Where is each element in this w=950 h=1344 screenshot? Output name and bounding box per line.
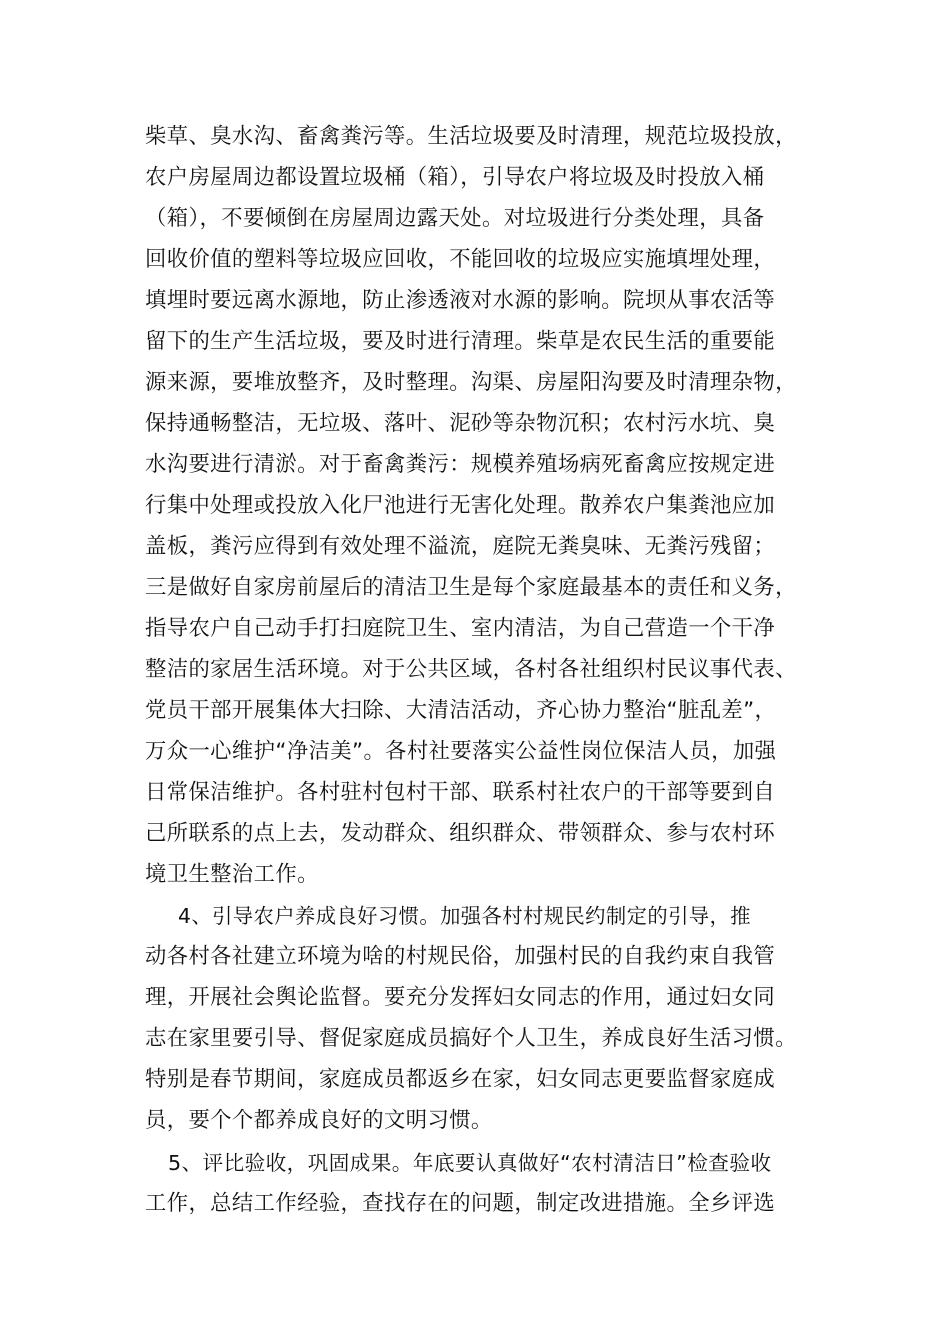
text-line: 动各村各社建立环境为啥的村规民俗，加强村民的自我约束自我管 — [145, 944, 776, 969]
text-line: 特别是春节期间，家庭成员都返乡在家，妇女同志更要监督家庭成 — [145, 1067, 776, 1092]
text-line: 留下的生产生活垃圾，要及时进行清理。柴草是农民生活的重要能 — [145, 329, 776, 354]
text-line: 盖板，粪污应得到有效处理不溢流，庭院无粪臭味、无粪污残留； — [145, 534, 776, 559]
text-line: 整洁的家居生活环境。对于公共区域，各村各社组织村民议事代表、 — [145, 657, 797, 682]
text-line: 党员干部开展集体大扫除、大清洁活动，齐心协力整治“脏乱差”， — [145, 698, 777, 723]
text-line: 理，开展社会舆论监督。要充分发挥妇女同志的作用，通过妇女同 — [145, 985, 776, 1010]
text-line: 5、评比验收，巩固成果。年底要认真做好“农村清洁日”检查验收 — [168, 1151, 772, 1175]
text-line: （箱），不要倾倒在房屋周边露天处。对垃圾进行分类处理，具备 — [145, 206, 765, 231]
text-line: 境卫生整治工作。 — [145, 862, 319, 887]
text-line: 三是做好自家房前屋后的清洁卫生是每个家庭最基本的责任和义务， — [145, 575, 797, 600]
text-line: 农户房屋周边都设置垃圾桶（箱），引导农户将垃圾及时投放入桶 — [145, 165, 765, 190]
text-line: 行集中处理或投放入化尸池进行无害化处理。散养农户集粪池应加 — [145, 493, 776, 518]
text-line: 回收价值的塑料等垃圾应回收，不能回收的垃圾应实施填埋处理， — [145, 247, 776, 272]
text-line: 志在家里要引导、督促家庭成员搞好个人卫生，养成良好生活习惯。 — [145, 1026, 797, 1051]
text-line: 工作，总结工作经验，查找存在的问题，制定改进措施。全乡评选 — [145, 1191, 776, 1216]
text-line: 员，要个个都养成良好的文明习惯。 — [145, 1108, 493, 1133]
text-line: 己所联系的点上去，发动群众、组织群众、带领群众、参与农村环 — [145, 821, 776, 846]
text-line: 日常保洁维护。各村驻村包村干部、联系村社农户的干部等要到自 — [145, 780, 776, 805]
text-line: 万众一心维护“净洁美”。各村社要落实公益性岗位保洁人员，加强 — [145, 739, 777, 764]
text-line: 保持通畅整洁，无垃圾、落叶、泥砂等杂物沉积；农村污水坑、臭 — [145, 411, 776, 436]
text-line: 指导农户自己动手打扫庭院卫生、室内清洁，为自己营造一个干净 — [145, 616, 776, 641]
text-line: 水沟要进行清淤。对于畜禽粪污：规模养殖场病死畜禽应按规定进 — [145, 452, 776, 477]
text-line: 柴草、臭水沟、畜禽粪污等。生活垃圾要及时清理，规范垃圾投放， — [145, 124, 797, 149]
text-line: 源来源，要堆放整齐，及时整理。沟渠、房屋阳沟要及时清理杂物， — [145, 370, 797, 395]
text-line: 填埋时要远离水源地，防止渗透液对水源的影响。院坝从事农活等 — [145, 288, 776, 313]
text-line: 4、引导农户养成良好习惯。加强各村村规民约制定的引导，推 — [178, 904, 751, 928]
